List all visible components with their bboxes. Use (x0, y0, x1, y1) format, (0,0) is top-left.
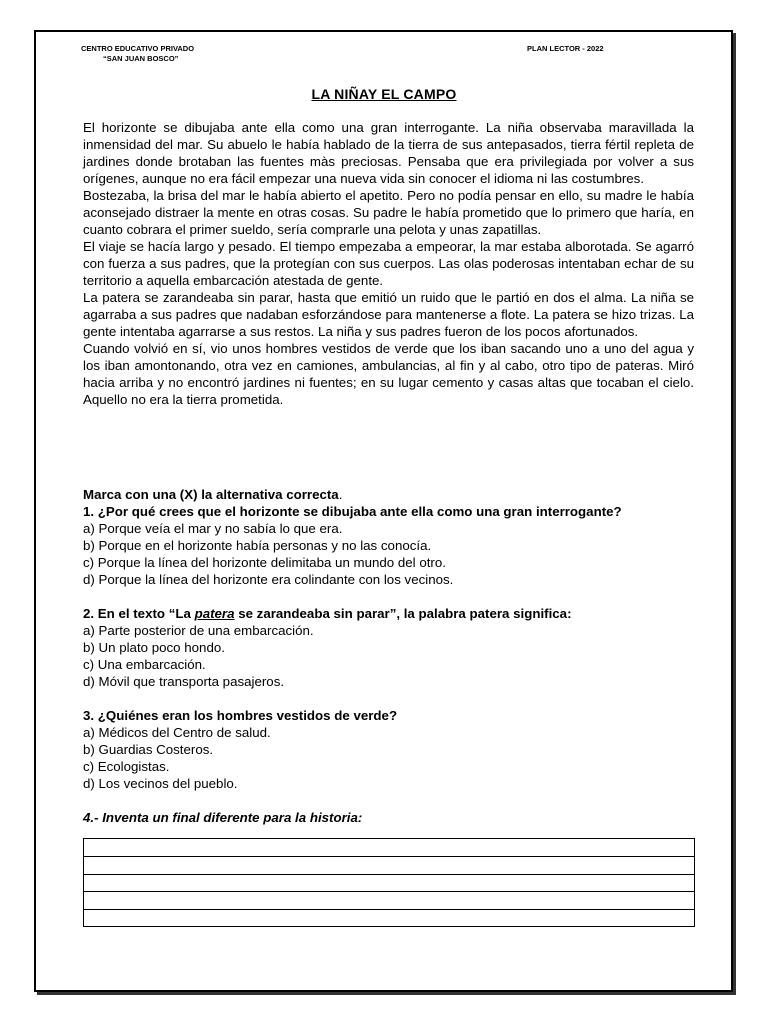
paragraph: La patera se zarandeaba sin parar, hasta que emitió un ruido que le partió en dos el alma. La niña se agarraba a sus padres que nadaban esforzándose para mantenerse a flote. La patera se hizo trizas. La gente intentaba agarrarse a sus restos. La niña y sus padres fueron de los pocos afortunados. (83, 290, 694, 339)
paragraph: El viaje se hacía largo y pesado. El tiempo empezaba a empeorar, la mar estaba alborotada. Se agarró con fuerza a sus padres, que la protegían con sus cuerpos. Las olas poderosas intentaban echar de su territorio a aquella embarcación atestada de gente. (83, 239, 694, 288)
option[interactable]: b) Porque en el horizonte había personas y no las conocía. (83, 538, 432, 553)
school-subname: “SAN JUAN BOSCO” (103, 54, 179, 63)
option[interactable]: d) Móvil que transporta pasajeros. (83, 674, 285, 689)
option[interactable]: c) Ecologistas. (83, 759, 170, 774)
option[interactable]: d) Porque la línea del horizonte era colindante con los vecinos. (83, 572, 454, 587)
paragraph: Cuando volvió en sí, vio unos hombres vestidos de verde que los iban sacando uno a uno del agua y los iban amontonando, otra vez en camiones, ambulancias, al fin y al cabo, otro tipo de pateras. Miró hacia arriba y no encontró jardines ni fuentes; en su lugar cemento y casas altas que tocaban el cielo. Aquello no era la tierra prometida. (83, 341, 694, 407)
option[interactable]: c) Una embarcación. (83, 657, 206, 672)
answer-line (84, 891, 694, 892)
option[interactable]: b) Guardias Costeros. (83, 742, 214, 757)
option[interactable]: d) Los vecinos del pueblo. (83, 776, 238, 791)
instruction: Marca con una (X) la alternativa correcta. (83, 487, 343, 502)
option[interactable]: c) Porque la línea del horizonte delimitaba un mundo del otro. (83, 555, 446, 570)
paragraph: Bostezaba, la brisa del mar le había abierto el apetito. Pero no podía pensar en ello, su madre le había aconsejado distraer la mente en otras cosas. Su padre le había prometido que lo primero que haría, en cuanto cobrara el primer sueldo, sería comprarle una pelota y unas zapatillas. (83, 188, 694, 237)
document-title: LA NIÑAY EL CAMPO (311, 86, 457, 102)
plan-lector-label: PLAN LECTOR - 2022 (527, 44, 604, 53)
option[interactable]: a) Parte posterior de una embarcación. (83, 623, 314, 638)
answer-box[interactable] (83, 838, 695, 927)
answer-line (84, 909, 694, 910)
option[interactable]: b) Un plato poco hondo. (83, 640, 225, 655)
question-title: 3. ¿Quiénes eran los hombres vestidos de verde? (83, 708, 398, 723)
answer-line (84, 856, 694, 857)
question-3 (83, 707, 694, 792)
question-4-title: 4.- Inventa un final diferente para la historia: (83, 810, 363, 825)
answer-line (84, 874, 694, 875)
option[interactable]: a) Porque veía el mar y no sabía lo que era. (83, 521, 343, 536)
question-title: 1. ¿Por qué crees que el horizonte se dibujaba ante ella como una gran interrogante? (83, 504, 622, 519)
question-title: 2. En el texto “La patera se zarandeaba sin parar”, la palabra patera significa: (83, 606, 572, 621)
option[interactable]: a) Médicos del Centro de salud. (83, 725, 271, 740)
school-name: CENTRO EDUCATIVO PRIVADO (81, 44, 195, 53)
questions-section (83, 486, 694, 826)
question-1 (83, 503, 694, 588)
paragraph: El horizonte se dibujaba ante ella como una gran interrogante. La niña observaba maravillada la inmensidad del mar. Su abuelo le había hablado de la tierra de sus antepasados, tierra fértil repleta de jardines donde brotaban las fuentes màs preciosas. Pensaba que era privilegiada por volver a sus orígenes, aunque no era fácil empezar una nueva vida sin conocer el idioma ni las costumbres. (83, 120, 694, 186)
story-text (83, 119, 694, 408)
question-2 (83, 605, 694, 690)
